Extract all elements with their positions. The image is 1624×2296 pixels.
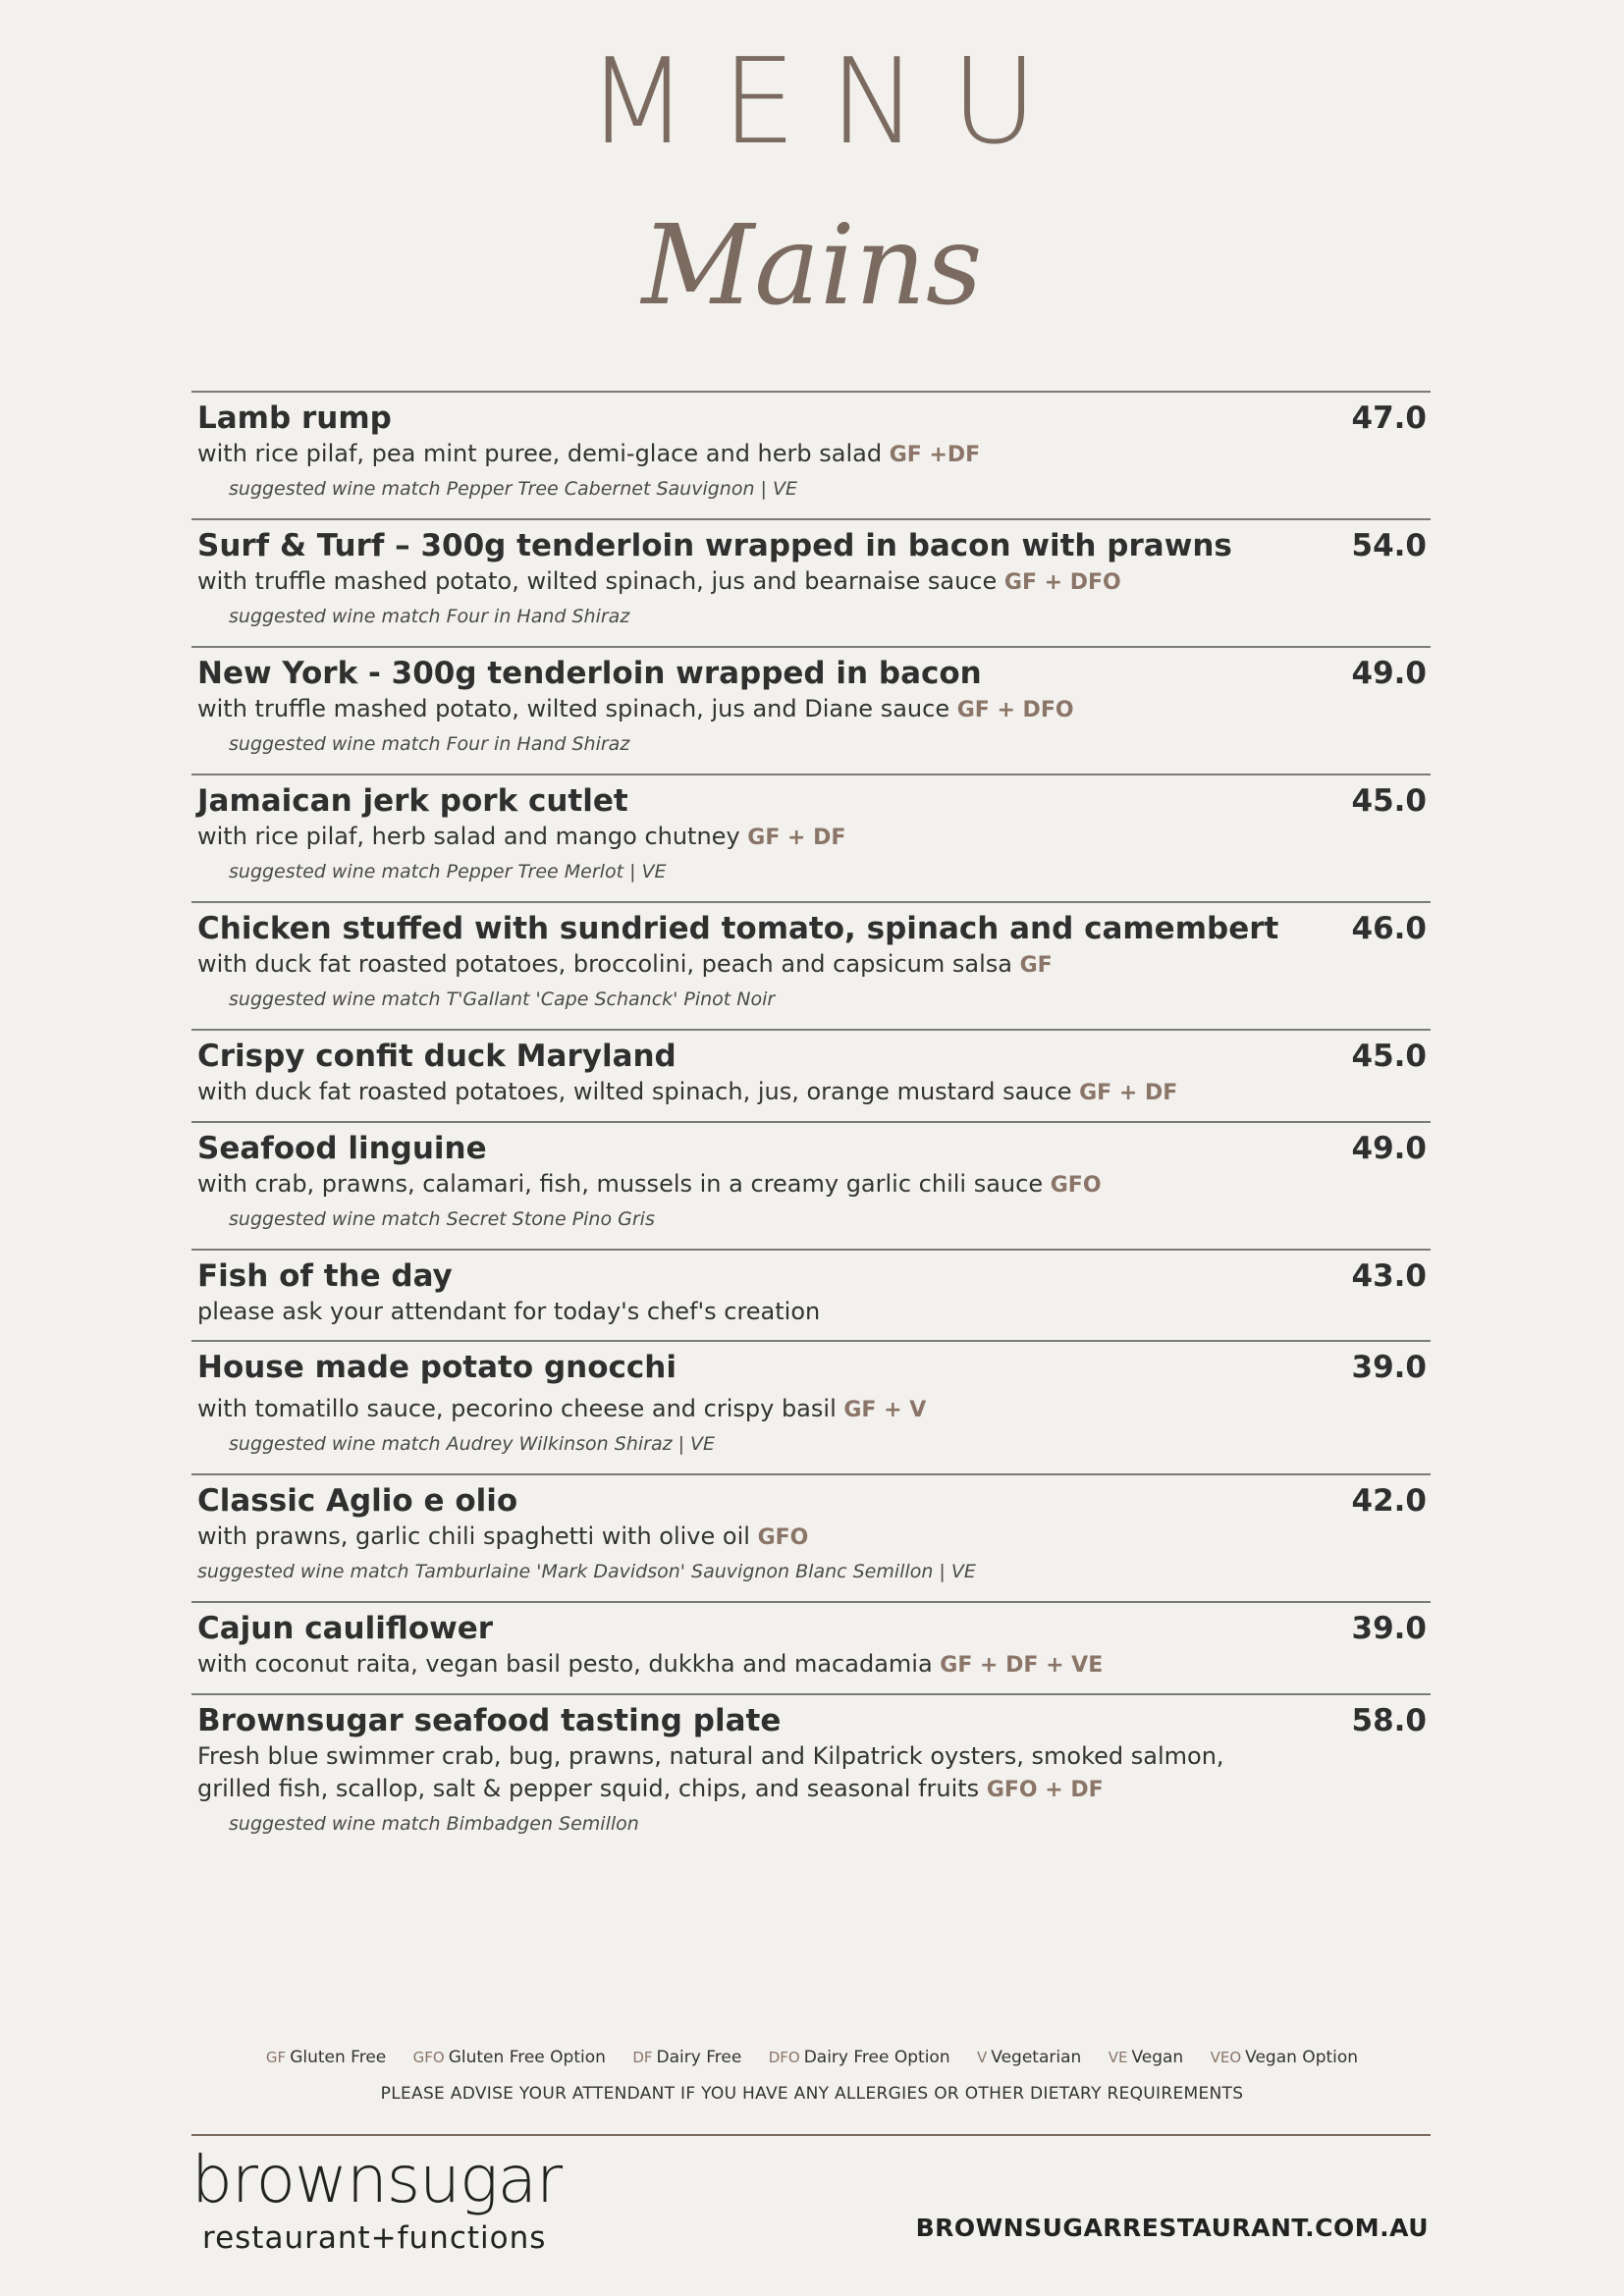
dietary-tags: GF bbox=[1019, 953, 1053, 978]
item-price: 45.0 bbox=[1351, 1039, 1427, 1074]
legend-entry: GFO Gluten Free Option bbox=[412, 2048, 606, 2067]
dietary-tags: GF + DFO bbox=[956, 698, 1074, 722]
item-price: 58.0 bbox=[1351, 1703, 1427, 1738]
dietary-legend bbox=[0, 2048, 1624, 2067]
item-name: Surf & Turf – 300g tenderloin wrapped in bacon with prawns bbox=[197, 528, 1232, 563]
item-name: Classic Aglio e olio bbox=[197, 1483, 518, 1519]
item-price: 42.0 bbox=[1351, 1483, 1427, 1519]
menu-item bbox=[191, 518, 1431, 646]
section-title: Mains bbox=[641, 202, 983, 330]
wine-match: suggested wine match Tamburlaine 'Mark Davidson' Sauvignon Blanc Semillon | VE bbox=[197, 1561, 976, 1582]
menu-item bbox=[191, 774, 1431, 901]
item-price: 39.0 bbox=[1351, 1350, 1427, 1385]
brand-tagline: restaurant+functions bbox=[202, 2220, 547, 2256]
dietary-tags: GFO bbox=[1050, 1173, 1102, 1198]
item-name: Crispy confit duck Maryland bbox=[197, 1039, 677, 1074]
menu-item bbox=[191, 1340, 1431, 1473]
menu-item bbox=[191, 1121, 1431, 1249]
website-link[interactable]: BROWNSUGARRESTAURANT.COM.AU bbox=[915, 2214, 1429, 2242]
item-description: with coconut raita, vegan basil pesto, dukkha and macadamia GF + DF + VE bbox=[197, 1650, 1104, 1678]
wine-match: suggested wine match Four in Hand Shiraz bbox=[229, 606, 630, 627]
footer-divider bbox=[191, 2134, 1431, 2136]
item-description: Fresh blue swimmer crab, bug, prawns, natural and Kilpatrick oysters, smoked salmon, bbox=[197, 1742, 1224, 1770]
item-name: Lamb rump bbox=[197, 400, 392, 436]
item-description-cont: grilled fish, scallop, salt & pepper squid, chips, and seasonal fruits GFO + DF bbox=[197, 1775, 1104, 1802]
dietary-tags: GFO + DF bbox=[986, 1778, 1104, 1802]
allergy-notice: PLEASE ADVISE YOUR ATTENDANT IF YOU HAVE ANY ALLERGIES OR OTHER DIETARY REQUIREMENTS bbox=[380, 2084, 1244, 2104]
menu-item bbox=[191, 391, 1431, 518]
item-price: 45.0 bbox=[1351, 783, 1427, 819]
legend-entry: V Vegetarian bbox=[977, 2048, 1082, 2067]
wine-match: suggested wine match Bimbadgen Semillon bbox=[229, 1813, 639, 1835]
menu-item bbox=[191, 1473, 1431, 1601]
item-price: 49.0 bbox=[1351, 656, 1427, 691]
item-description: with rice pilaf, pea mint puree, demi-glace and herb salad GF +DF bbox=[197, 440, 981, 467]
dietary-tags: GF + V bbox=[843, 1398, 927, 1422]
item-name: Cajun cauliflower bbox=[197, 1611, 494, 1646]
item-description: with crab, prawns, calamari, fish, mussels in a creamy garlic chili sauce GFO bbox=[197, 1170, 1102, 1198]
legend-entry: VE Vegan bbox=[1108, 2048, 1184, 2067]
item-name: Seafood linguine bbox=[197, 1131, 487, 1166]
menu-list bbox=[191, 391, 1431, 1853]
legend-entry: GF Gluten Free bbox=[265, 2048, 387, 2067]
item-price: 49.0 bbox=[1351, 1131, 1427, 1166]
item-description: with rice pilaf, herb salad and mango chutney GF + DF bbox=[197, 823, 846, 850]
wine-match: suggested wine match T'Gallant 'Cape Schanck' Pinot Noir bbox=[229, 988, 776, 1010]
item-price: 46.0 bbox=[1351, 911, 1427, 946]
item-name: Fish of the day bbox=[197, 1258, 453, 1294]
item-name: House made potato gnocchi bbox=[197, 1350, 677, 1385]
wine-match: suggested wine match Four in Hand Shiraz bbox=[229, 733, 630, 755]
item-name: Brownsugar seafood tasting plate bbox=[197, 1703, 782, 1738]
wine-match: suggested wine match Pepper Tree Cabernet Sauvignon | VE bbox=[229, 478, 797, 500]
item-description: with duck fat roasted potatoes, wilted spinach, jus, orange mustard sauce GF + DF bbox=[197, 1078, 1178, 1105]
item-name: New York - 300g tenderloin wrapped in bacon bbox=[197, 656, 982, 691]
item-price: 39.0 bbox=[1351, 1611, 1427, 1646]
legend-entry: DF Dairy Free bbox=[632, 2048, 742, 2067]
menu-title: MENU bbox=[586, 34, 1071, 171]
menu-item bbox=[191, 901, 1431, 1029]
menu-item bbox=[191, 1029, 1431, 1121]
wine-match: suggested wine match Audrey Wilkinson Shiraz | VE bbox=[229, 1433, 716, 1455]
dietary-tags: GF + DF bbox=[1079, 1081, 1178, 1105]
item-name: Chicken stuffed with sundried tomato, spinach and camembert bbox=[197, 911, 1279, 946]
wine-match: suggested wine match Secret Stone Pino Gris bbox=[229, 1208, 655, 1230]
item-price: 54.0 bbox=[1351, 528, 1427, 563]
item-description: with truffle mashed potato, wilted spinach, jus and Diane sauce GF + DFO bbox=[197, 695, 1074, 722]
dietary-tags: GF + DF + VE bbox=[940, 1653, 1104, 1678]
item-price: 43.0 bbox=[1351, 1258, 1427, 1294]
wine-match: suggested wine match Pepper Tree Merlot | VE bbox=[229, 861, 667, 882]
legend-entry: VEO Vegan Option bbox=[1210, 2048, 1359, 2067]
item-name: Jamaican jerk pork cutlet bbox=[197, 783, 628, 819]
menu-item bbox=[191, 1249, 1431, 1340]
item-description: with duck fat roasted potatoes, broccolini, peach and capsicum salsa GF bbox=[197, 950, 1053, 978]
item-description: with prawns, garlic chili spaghetti with olive oil GFO bbox=[197, 1522, 809, 1550]
dietary-tags: GF +DF bbox=[889, 443, 981, 467]
dietary-tags: GFO bbox=[757, 1525, 809, 1550]
item-description: with truffle mashed potato, wilted spinach, jus and bearnaise sauce GF + DFO bbox=[197, 567, 1121, 595]
brand-logo: brownsugar bbox=[191, 2142, 563, 2217]
item-price: 47.0 bbox=[1351, 400, 1427, 436]
dietary-tags: GF + DFO bbox=[1003, 570, 1121, 595]
item-description: with tomatillo sauce, pecorino cheese and crispy basil GF + V bbox=[197, 1395, 927, 1422]
item-description: please ask your attendant for today's chef's creation bbox=[197, 1298, 821, 1325]
menu-item bbox=[191, 646, 1431, 774]
legend-entry: DFO Dairy Free Option bbox=[768, 2048, 950, 2067]
menu-item bbox=[191, 1693, 1431, 1853]
dietary-tags: GF + DF bbox=[747, 826, 846, 850]
menu-item bbox=[191, 1601, 1431, 1693]
